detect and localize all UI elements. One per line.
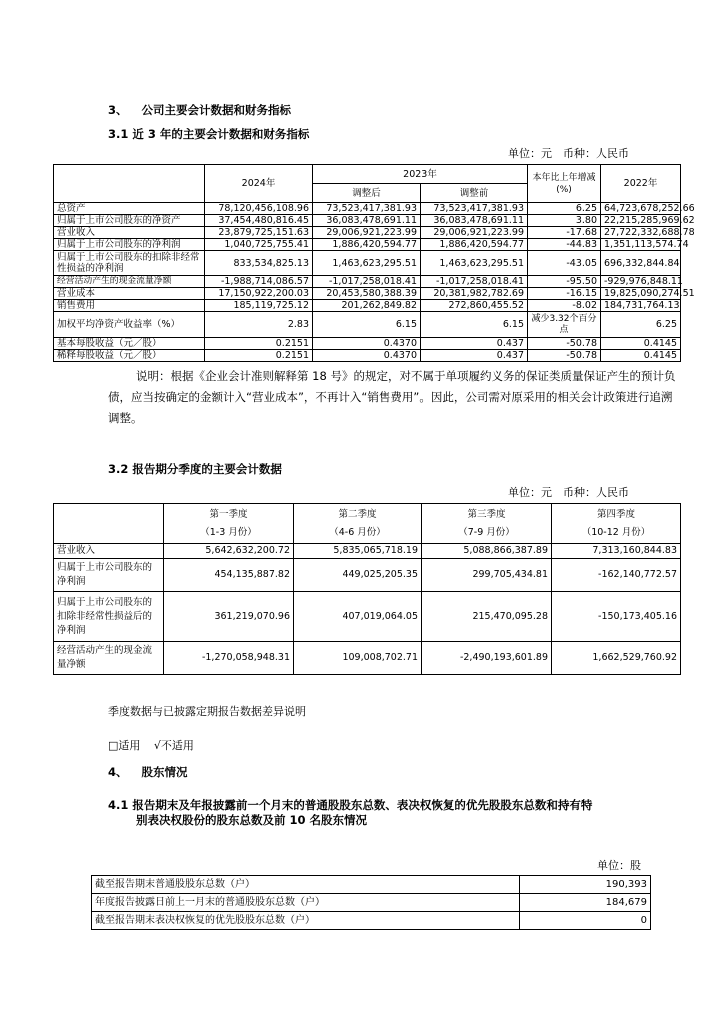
cell-2022: 0.4145 [601, 350, 681, 362]
cell-before: -1,017,258,018.41 [421, 276, 528, 288]
row-value: 0 [520, 912, 651, 930]
section-3-1-title: 3.1 近 3 年的主要会计数据和财务指标 [108, 127, 310, 141]
cell-2024: -1,988,714,086.57 [205, 276, 313, 288]
cell-after: 0.4370 [313, 338, 421, 350]
cell-change: -95.50 [528, 276, 601, 288]
cell-2022: 1,351,113,574.74 [601, 239, 681, 251]
row-label: 营业成本 [54, 288, 205, 300]
row-label: 经营活动产生的现金流量净额 [54, 276, 205, 288]
row-label: 截至报告期末普通股股东总数（户） [92, 876, 520, 894]
quarterly-table [53, 503, 681, 675]
cell-2024: 78,120,456,108.96 [205, 203, 313, 215]
cell-change: -50.78 [528, 338, 601, 350]
header-q1-name: 第一季度 [209, 508, 248, 520]
row-label: 归属于上市公司股东的净利润 [54, 239, 205, 251]
row-value: 184,679 [520, 894, 651, 912]
section-3-2-unit: 单位：元 币种：人民币 [508, 486, 629, 499]
cell-2024: 1,040,725,755.41 [205, 239, 313, 251]
row-value: 190,393 [520, 876, 651, 894]
section-3-1-unit: 单位：元 币种：人民币 [508, 147, 629, 160]
cell-2022: 184,731,764.13 [601, 300, 681, 312]
cell-after: 201,262,849.82 [313, 300, 421, 312]
table-row [54, 559, 681, 592]
cell-q1: 454,135,887.82 [164, 559, 294, 592]
cell-q1: 361,219,070.96 [164, 592, 294, 642]
cell-q4: -162,140,772.57 [552, 559, 681, 592]
cell-after: 73,523,417,381.93 [313, 203, 421, 215]
row-label: 营业收入 [54, 544, 164, 559]
header-2022: 2022年 [601, 165, 681, 203]
table-row [54, 203, 681, 215]
cell-change: 3.80 [528, 215, 601, 227]
cell-q2: 407,019,064.05 [294, 592, 422, 642]
header-q1-months: （1-3 月份） [200, 526, 257, 538]
table-row [54, 350, 681, 362]
cell-q2: 449,025,205.35 [294, 559, 422, 592]
cell-2024: 17,150,922,200.03 [205, 288, 313, 300]
cell-change: -17.68 [528, 227, 601, 239]
header-adjusted-before: 调整前 [421, 184, 528, 203]
row-label: 年度报告披露日前上一月末的普通股股东总数（户） [92, 894, 520, 912]
header-change: 本年比上年增减(%) [528, 165, 601, 203]
header-q4-name: 第四季度 [596, 508, 635, 520]
cell-before: 36,083,478,691.11 [421, 215, 528, 227]
cell-before: 73,523,417,381.93 [421, 203, 528, 215]
cell-q2: 109,008,702.71 [294, 642, 422, 675]
cell-2024: 185,119,725.12 [205, 300, 313, 312]
row-label: 基本每股收益（元／股） [54, 338, 205, 350]
cell-before: 1,463,623,295.51 [421, 251, 528, 276]
cell-2024: 0.2151 [205, 338, 313, 350]
row-label: 加权平均净资产收益率（%） [54, 312, 205, 338]
cell-2022: 6.25 [601, 312, 681, 338]
row-label: 营业收入 [54, 227, 205, 239]
section-4-1-title-line1: 4.1 报告期末及年报披露前一个月末的普通股股东总数、表决权恢复的优先股股东总数和持有特 [108, 798, 593, 812]
header-q3 [422, 504, 552, 544]
header-q2 [294, 504, 422, 544]
table-row [54, 276, 681, 288]
cell-2022: 22,215,285,969.62 [601, 215, 681, 227]
cell-2022: -929,976,848.11 [601, 276, 681, 288]
not-applicable-option: √不适用 [153, 739, 194, 752]
cell-2024: 2.83 [205, 312, 313, 338]
row-label: 销售费用 [54, 300, 205, 312]
table-row [54, 215, 681, 227]
annual-financial-table [53, 164, 695, 362]
header-q1 [164, 504, 294, 544]
header-adjusted-after: 调整后 [313, 184, 421, 203]
header-q2-months: （4-6 月份） [329, 526, 386, 538]
cell-change: -43.05 [528, 251, 601, 276]
section-4-heading [108, 764, 188, 780]
cell-q3: 299,705,434.81 [422, 559, 552, 592]
cell-after: 1,886,420,594.77 [313, 239, 421, 251]
cell-after: 6.15 [313, 312, 421, 338]
cell-2024: 23,879,725,151.63 [205, 227, 313, 239]
cell-2024: 0.2151 [205, 350, 313, 362]
row-label: 经营活动产生的现金流量净额 [54, 642, 164, 675]
cell-after: 1,463,623,295.51 [313, 251, 421, 276]
header-q2-name: 第二季度 [338, 508, 377, 520]
table-row [54, 544, 681, 559]
cell-q4: 1,662,529,760.92 [552, 642, 681, 675]
section-4-title: 股东情况 [141, 765, 188, 779]
cell-before: 0.437 [421, 338, 528, 350]
section-3-heading [108, 102, 291, 118]
row-label: 归属于上市公司股东的扣除非经常性损益后的净利润 [54, 592, 164, 642]
row-label: 稀释每股收益（元／股） [54, 350, 205, 362]
table-row [54, 251, 681, 276]
cell-after: 0.4370 [313, 350, 421, 362]
cell-q4: -150,173,405.16 [552, 592, 681, 642]
quarter-difference-note: 季度数据与已披露定期报告数据差异说明 [108, 705, 306, 718]
header-q3-months: （7-9 月份） [458, 526, 515, 538]
cell-after: 36,083,478,691.11 [313, 215, 421, 227]
table-row [92, 894, 651, 912]
table-row [54, 227, 681, 239]
section-3-title: 公司主要会计数据和财务指标 [141, 103, 292, 117]
table-row [54, 239, 681, 251]
cell-q4: 7,313,160,844.83 [552, 544, 681, 559]
cell-change: 减少3.32个百分点 [528, 312, 601, 338]
table-row [54, 338, 681, 350]
applicable-options [108, 737, 194, 753]
table-header-row [54, 504, 681, 544]
section-3-number: 3、 [108, 103, 128, 117]
cell-q3: 215,470,095.28 [422, 592, 552, 642]
table-row [54, 288, 681, 300]
cell-change: 6.25 [528, 203, 601, 215]
cell-before: 272,860,455.52 [421, 300, 528, 312]
cell-2024: 833,534,825.13 [205, 251, 313, 276]
header-2023: 2023年 [313, 165, 528, 184]
cell-2022: 0.4145 [601, 338, 681, 350]
cell-q3: 5,088,866,387.89 [422, 544, 552, 559]
section-4-number: 4、 [108, 765, 128, 779]
header-2024: 2024年 [205, 165, 313, 203]
cell-before: 6.15 [421, 312, 528, 338]
cell-change: -44.83 [528, 239, 601, 251]
cell-q1: -1,270,058,948.31 [164, 642, 294, 675]
cell-after: -1,017,258,018.41 [313, 276, 421, 288]
cell-after: 20,453,580,388.39 [313, 288, 421, 300]
row-label: 归属于上市公司股东的净利润 [54, 559, 164, 592]
section-4-1-title-line2: 别表决权股份的股东总数及前 10 名股东情况 [136, 813, 368, 827]
section-3-2-title: 3.2 报告期分季度的主要会计数据 [108, 462, 282, 476]
accounting-note: 说明：根据《企业会计准则解释第 18 号》的规定，对不属于单项履约义务的保证类质量保证产生的预计负债，应当按确定的金额计入“营业成本”，不再计入“销售费用”。因此，公司需对原采用的相关会计政策进行追溯调整。 [108, 369, 676, 425]
table-row [92, 876, 651, 894]
table-row [54, 642, 681, 675]
row-label: 归属于上市公司股东的净资产 [54, 215, 205, 227]
cell-before: 0.437 [421, 350, 528, 362]
cell-after: 29,006,921,223.99 [313, 227, 421, 239]
row-label: 归属于上市公司股东的扣除非经常性损益的净利润 [54, 251, 205, 276]
header-q4 [552, 504, 681, 544]
cell-2022: 19,825,090,274.51 [601, 288, 681, 300]
cell-2022: 64,723,678,252.66 [601, 203, 681, 215]
cell-q1: 5,642,632,200.72 [164, 544, 294, 559]
table-row [54, 592, 681, 642]
table-row [54, 300, 681, 312]
shareholder-count-table [91, 875, 651, 930]
cell-2022: 696,332,844.84 [601, 251, 681, 276]
cell-q2: 5,835,065,718.19 [294, 544, 422, 559]
table-row [92, 912, 651, 930]
table-row [54, 312, 681, 338]
row-label: 截至报告期末表决权恢复的优先股股东总数（户） [92, 912, 520, 930]
cell-change: -16.15 [528, 288, 601, 300]
applicable-option: □适用 [108, 739, 141, 752]
cell-before: 1,886,420,594.77 [421, 239, 528, 251]
table-header-row [54, 165, 681, 184]
header-q4-months: （10-12 月份） [581, 526, 651, 538]
cell-q3: -2,490,193,601.89 [422, 642, 552, 675]
cell-2024: 37,454,480,816.45 [205, 215, 313, 227]
cell-change: -50.78 [528, 350, 601, 362]
row-label: 总资产 [54, 203, 205, 215]
cell-change: -8.02 [528, 300, 601, 312]
cell-before: 20,381,982,782.69 [421, 288, 528, 300]
header-q3-name: 第三季度 [467, 508, 506, 520]
section-4-1-unit: 单位：股 [597, 859, 641, 872]
cell-before: 29,006,921,223.99 [421, 227, 528, 239]
cell-2022: 27,722,332,688.78 [601, 227, 681, 239]
